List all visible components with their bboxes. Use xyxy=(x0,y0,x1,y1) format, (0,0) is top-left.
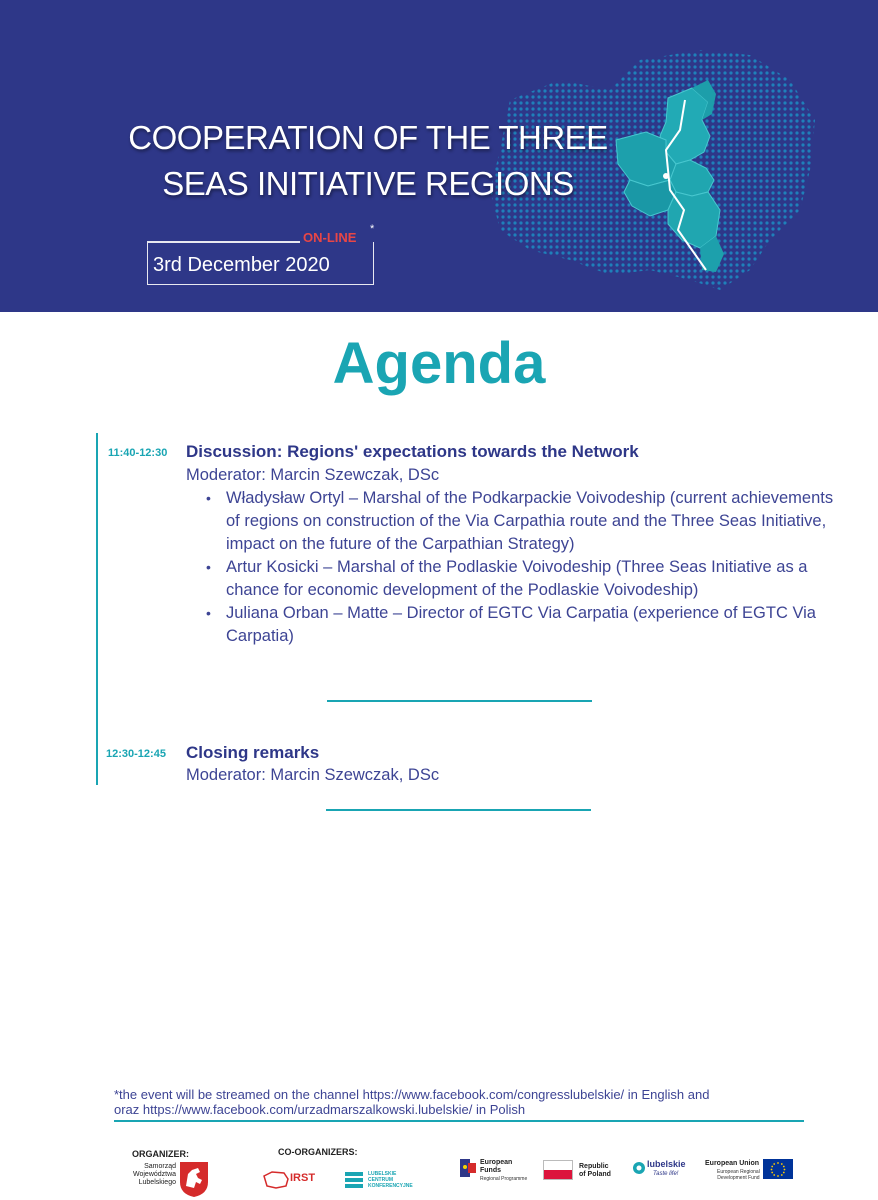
speaker-list xyxy=(206,487,846,648)
speaker-item xyxy=(206,602,846,648)
bullet-icon: • xyxy=(206,605,211,621)
bullet-icon: • xyxy=(206,490,211,506)
online-label: ON-LINE xyxy=(303,230,357,245)
footnote-line-2: oraz https://www.facebook.com/urzadmarszalkowski.lubelskie/ in Polish xyxy=(114,1102,526,1117)
session-2-time: 12:30-12:45 xyxy=(106,748,166,760)
event-title-line-2: SEAS INITIATIVE REGIONS xyxy=(162,165,574,202)
speaker-item-text: Władysław Ortyl – Marshal of the Podkarpackie Voivodeship (current achievements of regions on construction of the Via Carpathia route and the Three Seas Initiative, impact on the future of the Carpathian Strategy) xyxy=(226,489,834,553)
session-2-moderator: Moderator: Marcin Szewczak, DSc xyxy=(186,766,440,784)
speaker-item-text: Juliana Orban – Matte – Director of EGTC Via Carpatia (experience of EGTC Via Carpatia) xyxy=(226,604,816,645)
session-1-title: Discussion: Regions' expectations towards the Network xyxy=(186,442,639,461)
date-box-top-line xyxy=(147,241,300,243)
event-title xyxy=(108,115,628,207)
organizer-name-line: Województwa xyxy=(133,1171,177,1178)
bullet-icon: • xyxy=(206,559,211,575)
timeline-line xyxy=(96,433,98,785)
eu-flag-icon xyxy=(763,1159,793,1179)
republic-line: of Poland xyxy=(579,1171,611,1178)
coorganizers-label: CO-ORGANIZERS: xyxy=(278,1147,358,1157)
erdf-line: European Regional xyxy=(717,1169,760,1175)
footer-divider xyxy=(114,1120,804,1122)
section-divider xyxy=(327,700,592,702)
organizer-label: ORGANIZER: xyxy=(132,1149,189,1159)
european-funds-line: Funds xyxy=(480,1167,501,1174)
speaker-item xyxy=(206,487,846,556)
european-union-text: European Union xyxy=(705,1160,760,1167)
section-divider xyxy=(326,809,591,811)
european-funds-line: European xyxy=(480,1159,513,1166)
date-box xyxy=(147,223,375,285)
header-banner xyxy=(0,0,878,312)
erdf-line: Development Fund xyxy=(717,1175,760,1181)
speaker-item xyxy=(206,556,846,602)
organizer-name xyxy=(133,1163,176,1187)
erdf-text xyxy=(717,1169,760,1181)
organizer-name-line: Lubelskiego xyxy=(138,1179,176,1186)
lck-line: LUBELSKIE xyxy=(368,1171,397,1177)
session-1-moderator: Moderator: Marcin Szewczak, DSc xyxy=(186,466,440,484)
online-asterisk: * xyxy=(370,223,375,235)
lubelskie-logo-text: lubelskie xyxy=(647,1159,686,1169)
poland-map-outline-icon xyxy=(262,1170,290,1190)
flag-white-stripe xyxy=(544,1161,572,1170)
session-1-time: 11:40-12:30 xyxy=(108,447,168,459)
agenda-title: Agenda xyxy=(332,331,546,396)
event-title-line-1: COOPERATION OF THE THREE xyxy=(128,119,608,156)
organizer-name-line: Samorząd xyxy=(144,1163,176,1170)
irst-logo-text: IRST xyxy=(290,1172,316,1184)
flag-red-stripe xyxy=(544,1170,572,1179)
european-funds-subtext: Regional Programme xyxy=(480,1176,528,1182)
lck-line: KONFERENCYJNE xyxy=(368,1183,413,1189)
lubelskie-brand-icon xyxy=(631,1160,647,1176)
event-date: 3rd December 2020 xyxy=(153,254,330,276)
lublin-coat-of-arms-icon xyxy=(178,1160,210,1198)
european-funds-logo-icon xyxy=(460,1157,478,1179)
lck-line: CENTRUM xyxy=(368,1177,393,1183)
lck-logo-icon xyxy=(343,1170,365,1190)
lck-logo-text xyxy=(368,1171,413,1189)
speaker-item-text: Artur Kosicki – Marshal of the Podlaskie Voivodeship (Three Seas Initiative as a chance for economic development of the Podlaskie Voivodeship) xyxy=(226,558,808,599)
republic-of-poland-text xyxy=(579,1163,611,1179)
streaming-footnote xyxy=(114,1087,814,1117)
session-2-title: Closing remarks xyxy=(186,743,320,762)
poland-flag-icon xyxy=(543,1160,573,1180)
footnote-line-1: *the event will be streamed on the channel https://www.facebook.com/congresslubelskie/ in English and xyxy=(114,1087,710,1102)
republic-line: Republic xyxy=(579,1163,609,1170)
european-funds-text xyxy=(480,1159,512,1175)
lubelskie-tagline: Taste life! xyxy=(653,1171,679,1177)
